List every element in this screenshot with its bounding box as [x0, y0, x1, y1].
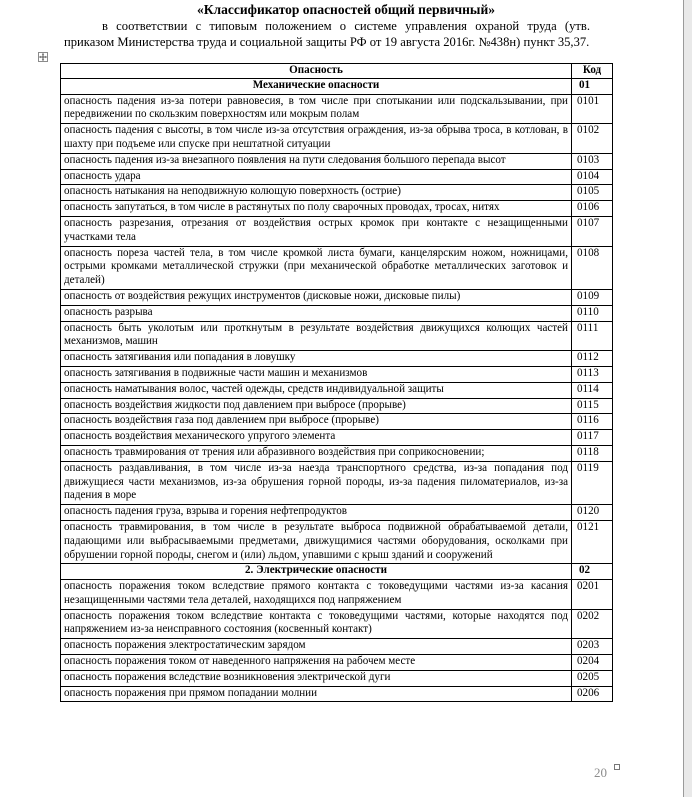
section-title: 2. Электрические опасности — [61, 564, 572, 580]
hazard-description: опасность раздавливания, в том числе из-за наезда транспортного средства, из-за попадания под движущиеся части механизмов, из-за обрушения горной породы, из-за падения пиломатериалов, из-за падения в море — [61, 461, 572, 504]
hazard-description: опасность поражения током от наведенного напряжения на рабочем месте — [61, 655, 572, 671]
table-body — [61, 78, 613, 702]
hazard-description: опасность наматывания волос, частей одежды, средств индивидуальной защиты — [61, 382, 572, 398]
hazard-row — [61, 655, 613, 671]
hazard-description: опасность поражения при прямом попадании молнии — [61, 686, 572, 702]
table-header-row — [61, 64, 613, 79]
hazard-code: 0201 — [572, 580, 613, 610]
hazard-row — [61, 639, 613, 655]
hazard-description: опасность воздействия газа под давлением при выбросе (прорыве) — [61, 414, 572, 430]
hazard-code: 0118 — [572, 445, 613, 461]
hazard-code: 0205 — [572, 670, 613, 686]
hazard-description: опасность затягивания или попадания в ловушку — [61, 351, 572, 367]
hazard-code: 0112 — [572, 351, 613, 367]
hazard-code: 0110 — [572, 305, 613, 321]
hazard-row — [61, 169, 613, 185]
table-move-handle-icon[interactable] — [38, 52, 48, 62]
hazard-row — [61, 305, 613, 321]
hazard-row — [61, 366, 613, 382]
hazard-row — [61, 686, 613, 702]
section-code: 01 — [572, 78, 613, 94]
hazard-description: опасность запутаться, в том числе в растянутых по полу сварочных проводах, тросах, нитях — [61, 201, 572, 217]
hazard-row — [61, 94, 613, 124]
hazard-row — [61, 414, 613, 430]
hazard-description: опасность поражения током вследствие контакта с токоведущими частями, которые находятся под напряжением из-за неисправного состояния (косвенный контакт) — [61, 609, 572, 639]
hazard-description: опасность натыкания на неподвижную колющую поверхность (острие) — [61, 185, 572, 201]
table-resize-handle[interactable] — [614, 764, 620, 770]
hazard-row — [61, 580, 613, 610]
hazard-code: 0103 — [572, 153, 613, 169]
hazard-row — [61, 153, 613, 169]
hazard-code: 0108 — [572, 246, 613, 289]
page-number: 20 — [594, 765, 607, 780]
hazard-code: 0121 — [572, 520, 613, 563]
page-right-shadow — [684, 0, 692, 797]
hazard-classifier-table — [60, 63, 613, 702]
section-code: 02 — [572, 564, 613, 580]
hazard-row — [61, 430, 613, 446]
hazard-row — [61, 124, 613, 154]
hazard-row — [61, 321, 613, 351]
hazard-description: опасность разрезания, отрезания от воздействия острых кромок при контакте с незащищенными участками тела — [61, 216, 572, 246]
hazard-description: опасность разрыва — [61, 305, 572, 321]
hazard-description: опасность поражения электростатическим зарядом — [61, 639, 572, 655]
hazard-code: 0114 — [572, 382, 613, 398]
hazard-description: опасность падения с высоты, в том числе из-за отсутствия ограждения, из-за обрыва троса, в котлован, в шахту при подъеме или спуске при нештатной ситуации — [61, 124, 572, 154]
hazard-code: 0111 — [572, 321, 613, 351]
hazard-code: 0109 — [572, 289, 613, 305]
hazard-row — [61, 216, 613, 246]
hazard-description: опасность падения груза, взрыва и горения нефтепродуктов — [61, 505, 572, 521]
hazard-description: опасность удара — [61, 169, 572, 185]
hazard-description: опасность падения из-за потери равновесия, в том числе при спотыкании или подскальзывании, при передвижении по скользким поверхностям или мокрым полам — [61, 94, 572, 124]
hazard-description: опасность поражения вследствие возникновения электрической дуги — [61, 670, 572, 686]
hazard-row — [61, 609, 613, 639]
hazard-description: опасность воздействия механического упругого элемента — [61, 430, 572, 446]
hazard-code: 0106 — [572, 201, 613, 217]
page-right-edge — [683, 0, 684, 797]
hazard-row — [61, 670, 613, 686]
hazard-description: опасность от воздействия режущих инструментов (дисковые ножи, дисковые пилы) — [61, 289, 572, 305]
hazard-description: опасность травмирования, в том числе в результате выброса подвижной обрабатываемой детали, падающими или выбрасываемыми предметами, движущимися частями оборудования, осколками при обрушении горной породы, снегом и (или) льдом, упавшими с крыш зданий и сооружений — [61, 520, 572, 563]
hazard-code: 0101 — [572, 94, 613, 124]
hazard-column-header: Опасность — [61, 64, 572, 79]
hazard-code: 0107 — [572, 216, 613, 246]
section-header-row — [61, 564, 613, 580]
hazard-code: 0117 — [572, 430, 613, 446]
section-header-row — [61, 78, 613, 94]
hazard-description: опасность пореза частей тела, в том числе кромкой листа бумаги, канцелярским ножом, ножницами, острыми кромками металлической стружки (при механической обработке металлических заготовок и деталей) — [61, 246, 572, 289]
hazard-row — [61, 289, 613, 305]
hazard-code: 0202 — [572, 609, 613, 639]
hazard-code: 0119 — [572, 461, 613, 504]
hazard-description: опасность падения из-за внезапного появления на пути следования большого перепада высот — [61, 153, 572, 169]
hazard-code: 0115 — [572, 398, 613, 414]
hazard-code: 0116 — [572, 414, 613, 430]
hazard-row — [61, 520, 613, 563]
hazard-code: 0203 — [572, 639, 613, 655]
hazard-description: опасность затягивания в подвижные части машин и механизмов — [61, 366, 572, 382]
hazard-code: 0104 — [572, 169, 613, 185]
hazard-description: опасность быть уколотым или проткнутым в результате воздействия движущихся колющих частей механизмов, машин — [61, 321, 572, 351]
hazard-row — [61, 461, 613, 504]
hazard-code: 0206 — [572, 686, 613, 702]
hazard-code: 0113 — [572, 366, 613, 382]
hazard-row — [61, 505, 613, 521]
hazard-description: опасность поражения током вследствие прямого контакта с токоведущими частями из-за касания незащищенными частями тела деталей, находящихся под напряжением — [61, 580, 572, 610]
hazard-row — [61, 351, 613, 367]
hazard-code: 0204 — [572, 655, 613, 671]
hazard-row — [61, 246, 613, 289]
hazard-description: опасность воздействия жидкости под давлением при выбросе (прорыве) — [61, 398, 572, 414]
hazard-row — [61, 398, 613, 414]
hazard-code: 0120 — [572, 505, 613, 521]
code-column-header: Код — [572, 64, 613, 79]
document-title: «Классификатор опасностей общий первичный» — [196, 2, 495, 17]
document-intro: в соответствии с типовым положением о системе управления охраной труда (утв. приказом Министерства труда и социальной защиты РФ от 19 августа 2016г. №438н) пункт 35,37. — [64, 19, 590, 49]
hazard-row — [61, 201, 613, 217]
hazard-description: опасность травмирования от трения или абразивного воздействия при соприкосновении; — [61, 445, 572, 461]
hazard-row — [61, 185, 613, 201]
section-title: Механические опасности — [61, 78, 572, 94]
hazard-row — [61, 382, 613, 398]
hazard-code: 0102 — [572, 124, 613, 154]
hazard-code: 0105 — [572, 185, 613, 201]
hazard-row — [61, 445, 613, 461]
